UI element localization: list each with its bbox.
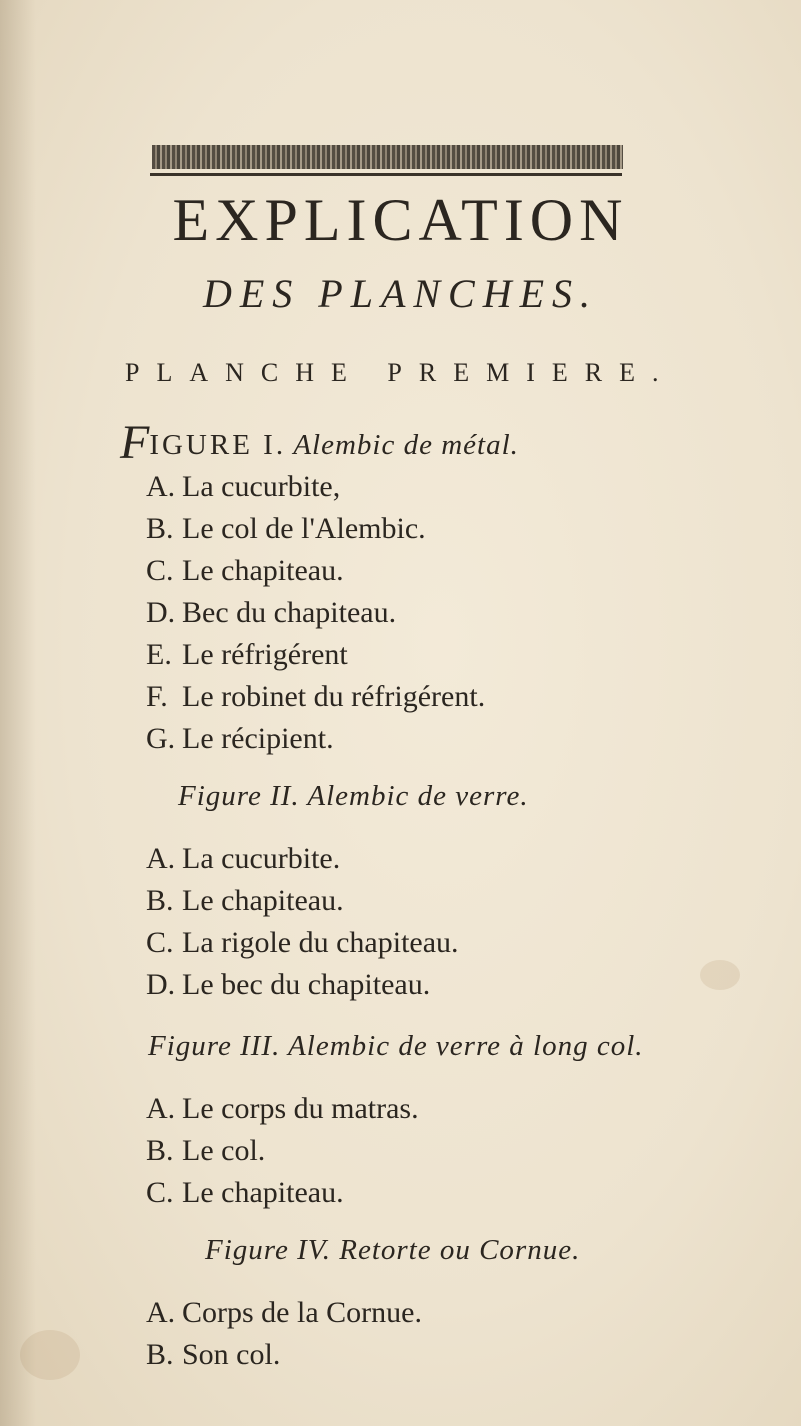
list-item: [146, 596, 396, 630]
item-text: Corps de la Cornue.: [182, 1296, 422, 1329]
figure-2-caption: Figure II. Alembic de verre.: [178, 780, 529, 812]
figure-1-caption: Alembic de métal.: [293, 429, 519, 461]
list-item: [146, 1176, 344, 1210]
list-item: [146, 1338, 280, 1372]
page-subtitle: DES PLANCHES.: [202, 271, 599, 316]
item-text: Le chapiteau.: [182, 1176, 344, 1209]
item-text: Le récipient.: [182, 722, 334, 755]
list-item: [146, 512, 426, 546]
item-key: A.: [146, 470, 176, 503]
item-key: F.: [146, 680, 168, 713]
item-key: B.: [146, 884, 174, 917]
list-item: [146, 470, 340, 504]
item-text: Bec du chapiteau.: [182, 596, 397, 629]
item-text: Le chapiteau.: [182, 884, 344, 917]
item-key: C.: [146, 926, 174, 959]
drop-cap: F: [120, 416, 150, 469]
list-item: [146, 926, 459, 960]
header-ornament: [152, 145, 623, 169]
item-text: La rigole du chapiteau.: [182, 926, 459, 959]
list-item: [146, 638, 348, 672]
figure-4-caption: Figure IV. Retorte ou Cornue.: [205, 1234, 581, 1266]
header-rule: [150, 173, 622, 176]
item-text: Le chapiteau.: [182, 554, 344, 587]
list-item: [146, 968, 430, 1002]
foxing-stain: [20, 1330, 80, 1380]
item-key: E.: [146, 638, 172, 671]
list-item: [146, 722, 334, 756]
item-key: C.: [146, 554, 174, 587]
item-text: Le robinet du réfrigérent.: [182, 680, 486, 713]
figure-3-caption: Figure III. Alembic de verre à long col.: [148, 1030, 644, 1062]
item-text: Le corps du matras.: [182, 1092, 419, 1125]
plate-heading: PLANCHE PREMIERE.: [125, 358, 676, 387]
list-item: [146, 1296, 422, 1330]
item-text: Le col.: [182, 1134, 266, 1167]
item-key: A.: [146, 1092, 176, 1125]
page-title: EXPLICATION: [172, 187, 629, 253]
foxing-stain: [700, 960, 740, 990]
figure-1-label: IGURE I.: [149, 429, 287, 461]
item-text: Son col.: [182, 1338, 281, 1371]
item-key: D.: [146, 968, 176, 1001]
item-key: A.: [146, 1296, 176, 1329]
item-text: La cucurbite.: [182, 842, 341, 875]
list-item: [146, 680, 485, 714]
item-text: La cucurbite,: [182, 470, 341, 503]
item-key: B.: [146, 512, 174, 545]
list-item: [146, 554, 344, 588]
list-item: [146, 884, 344, 918]
item-text: Le col de l'Alembic.: [182, 512, 426, 545]
figure-1-heading: [120, 415, 519, 470]
item-key: B.: [146, 1134, 174, 1167]
list-item: [146, 1092, 419, 1126]
item-text: Le réfrigérent: [182, 638, 348, 671]
item-key: C.: [146, 1176, 174, 1209]
item-key: B.: [146, 1338, 174, 1371]
item-key: G.: [146, 722, 176, 755]
item-key: D.: [146, 596, 176, 629]
list-item: [146, 842, 340, 876]
item-key: A.: [146, 842, 176, 875]
list-item: [146, 1134, 265, 1168]
item-text: Le bec du chapiteau.: [182, 968, 431, 1001]
